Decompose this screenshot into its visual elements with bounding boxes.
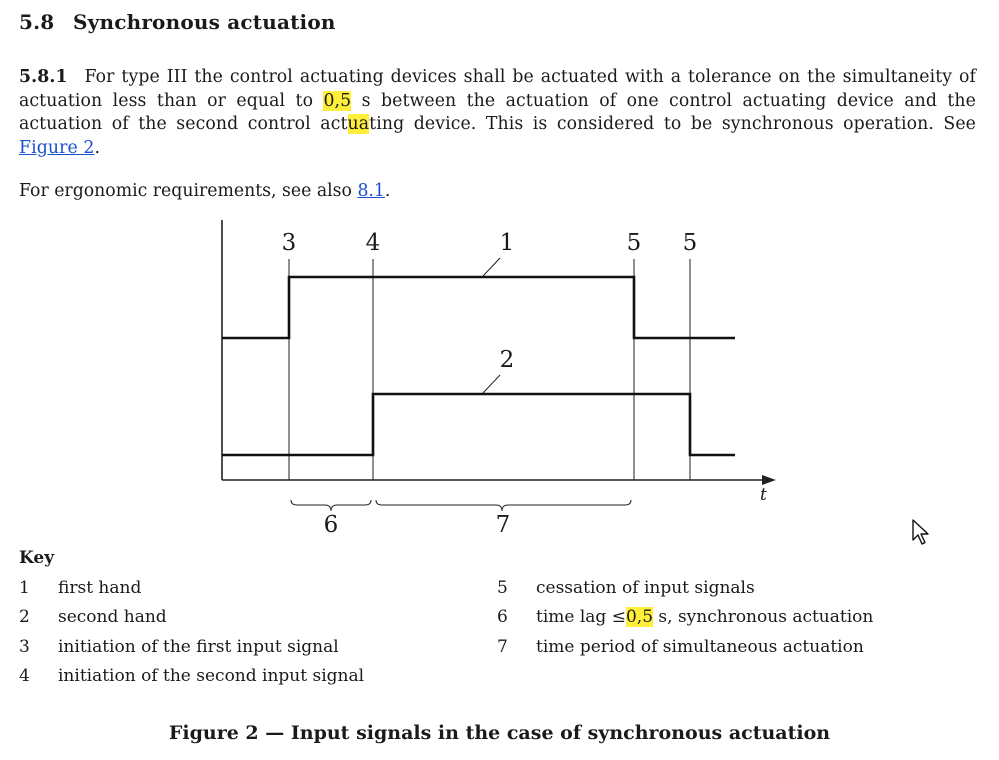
section-title: Synchronous actuation (73, 10, 336, 34)
key-text: initiation of the second input signal (58, 666, 365, 686)
key-number: 1 (19, 578, 30, 598)
key-title: Key (19, 548, 55, 568)
paragraph-text-4: . (94, 137, 101, 158)
paragraph-text-3: ting device. This is considered to be synchronous operation. See (369, 114, 976, 135)
key-number: 7 (497, 637, 508, 657)
brace-6 (291, 500, 371, 511)
key-text: cessation of input signals (536, 578, 755, 598)
key-text: first hand (58, 578, 142, 598)
key-number: 4 (19, 666, 30, 686)
signal-second-hand (222, 394, 735, 455)
callout-6: 6 (323, 512, 339, 538)
key-text: second hand (58, 607, 167, 627)
mouse-pointer-icon (911, 518, 933, 548)
key-number: 5 (497, 578, 508, 598)
clause-8-1-link[interactable]: 8.1 (357, 181, 385, 201)
highlight-tolerance: 0,5 (323, 90, 352, 111)
paragraph-text-1: For type III the control actuating devices shall be actuated with a tolerance on the simultaneity of actuation less than or equal to (19, 67, 977, 111)
ergonomic-end: . (384, 181, 391, 201)
callout-4: 4 (365, 230, 381, 256)
paragraph-text-2: s between the actuation of one control actuating device and the actuation of the second control act (19, 90, 976, 135)
callout-2: 2 (499, 347, 515, 373)
figure-2-link[interactable]: Figure 2 (19, 137, 95, 158)
callout-5a: 5 (626, 230, 642, 256)
callout-1: 1 (499, 230, 515, 256)
clause-number: 5.8.1 (19, 67, 68, 87)
key-text-post: s, synchronous actuation (653, 607, 874, 627)
key-text (536, 606, 873, 628)
ergonomic-text: For ergonomic requirements, see also (19, 181, 358, 201)
leader-1 (483, 258, 500, 276)
section-number: 5.8 (19, 10, 55, 34)
time-axis-arrow (762, 475, 776, 485)
key-number: 6 (497, 607, 508, 627)
key-text-pre: time lag ≤ (536, 607, 626, 627)
key-text: initiation of the first input signal (58, 637, 339, 657)
key-number: 3 (19, 637, 30, 657)
brace-7 (376, 500, 631, 511)
figure-caption: Figure 2 — Input signals in the case of synchronous actuation (168, 722, 831, 744)
callout-3: 3 (281, 230, 297, 256)
callout-7: 7 (495, 512, 511, 538)
key-number: 2 (19, 607, 30, 627)
callout-5b: 5 (682, 230, 698, 256)
signal-first-hand (222, 277, 735, 338)
time-axis-label: t (760, 485, 767, 505)
highlight-time-lag: 0,5 (625, 607, 654, 627)
key-text: time period of simultaneous actuation (536, 637, 864, 657)
leader-2 (483, 375, 500, 393)
highlight-ua: ua (347, 114, 370, 135)
